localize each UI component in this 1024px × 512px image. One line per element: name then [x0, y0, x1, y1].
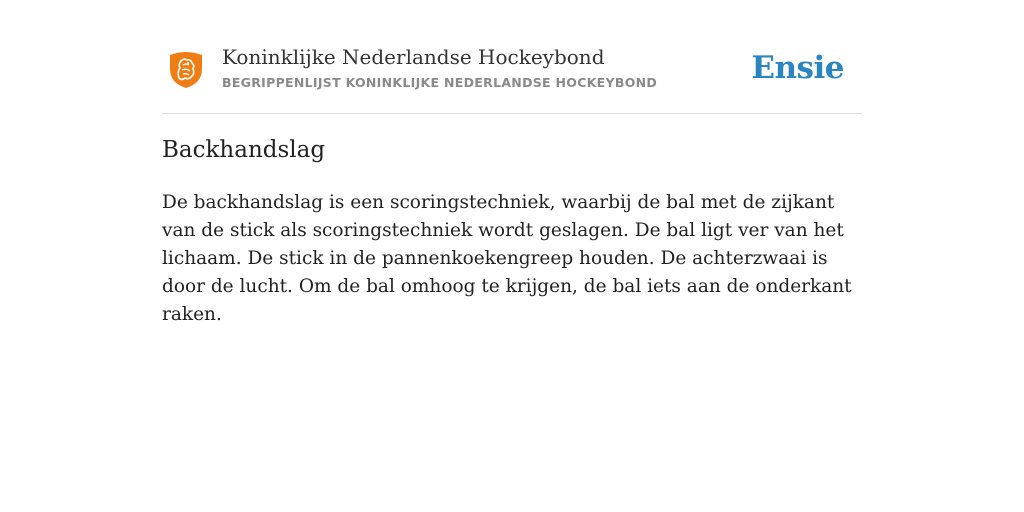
- org-subtitle[interactable]: BEGRIPPENLIJST KONINKLIJKE NEDERLANDSE HOCKEYBOND: [222, 75, 658, 90]
- org-name[interactable]: Koninklijke Nederlandse Hockeybond: [222, 45, 605, 69]
- header: [162, 40, 862, 114]
- knhb-lion-shield-icon[interactable]: [168, 51, 204, 89]
- entry-term: Backhandslag: [162, 137, 326, 163]
- ensie-brand-link[interactable]: Ensie: [751, 50, 844, 86]
- entry-definition: De backhandslag is een scoringstechniek, waarbij de bal met de zijkant van de stick als scoringstechniek wordt geslagen. De bal ligt ver van het lichaam. De stick in de pannenkoekengreep houden. De achterzwaai is door de lucht. Om de bal omhoog te krijgen, de bal iets aan de onderkant raken.: [162, 192, 852, 325]
